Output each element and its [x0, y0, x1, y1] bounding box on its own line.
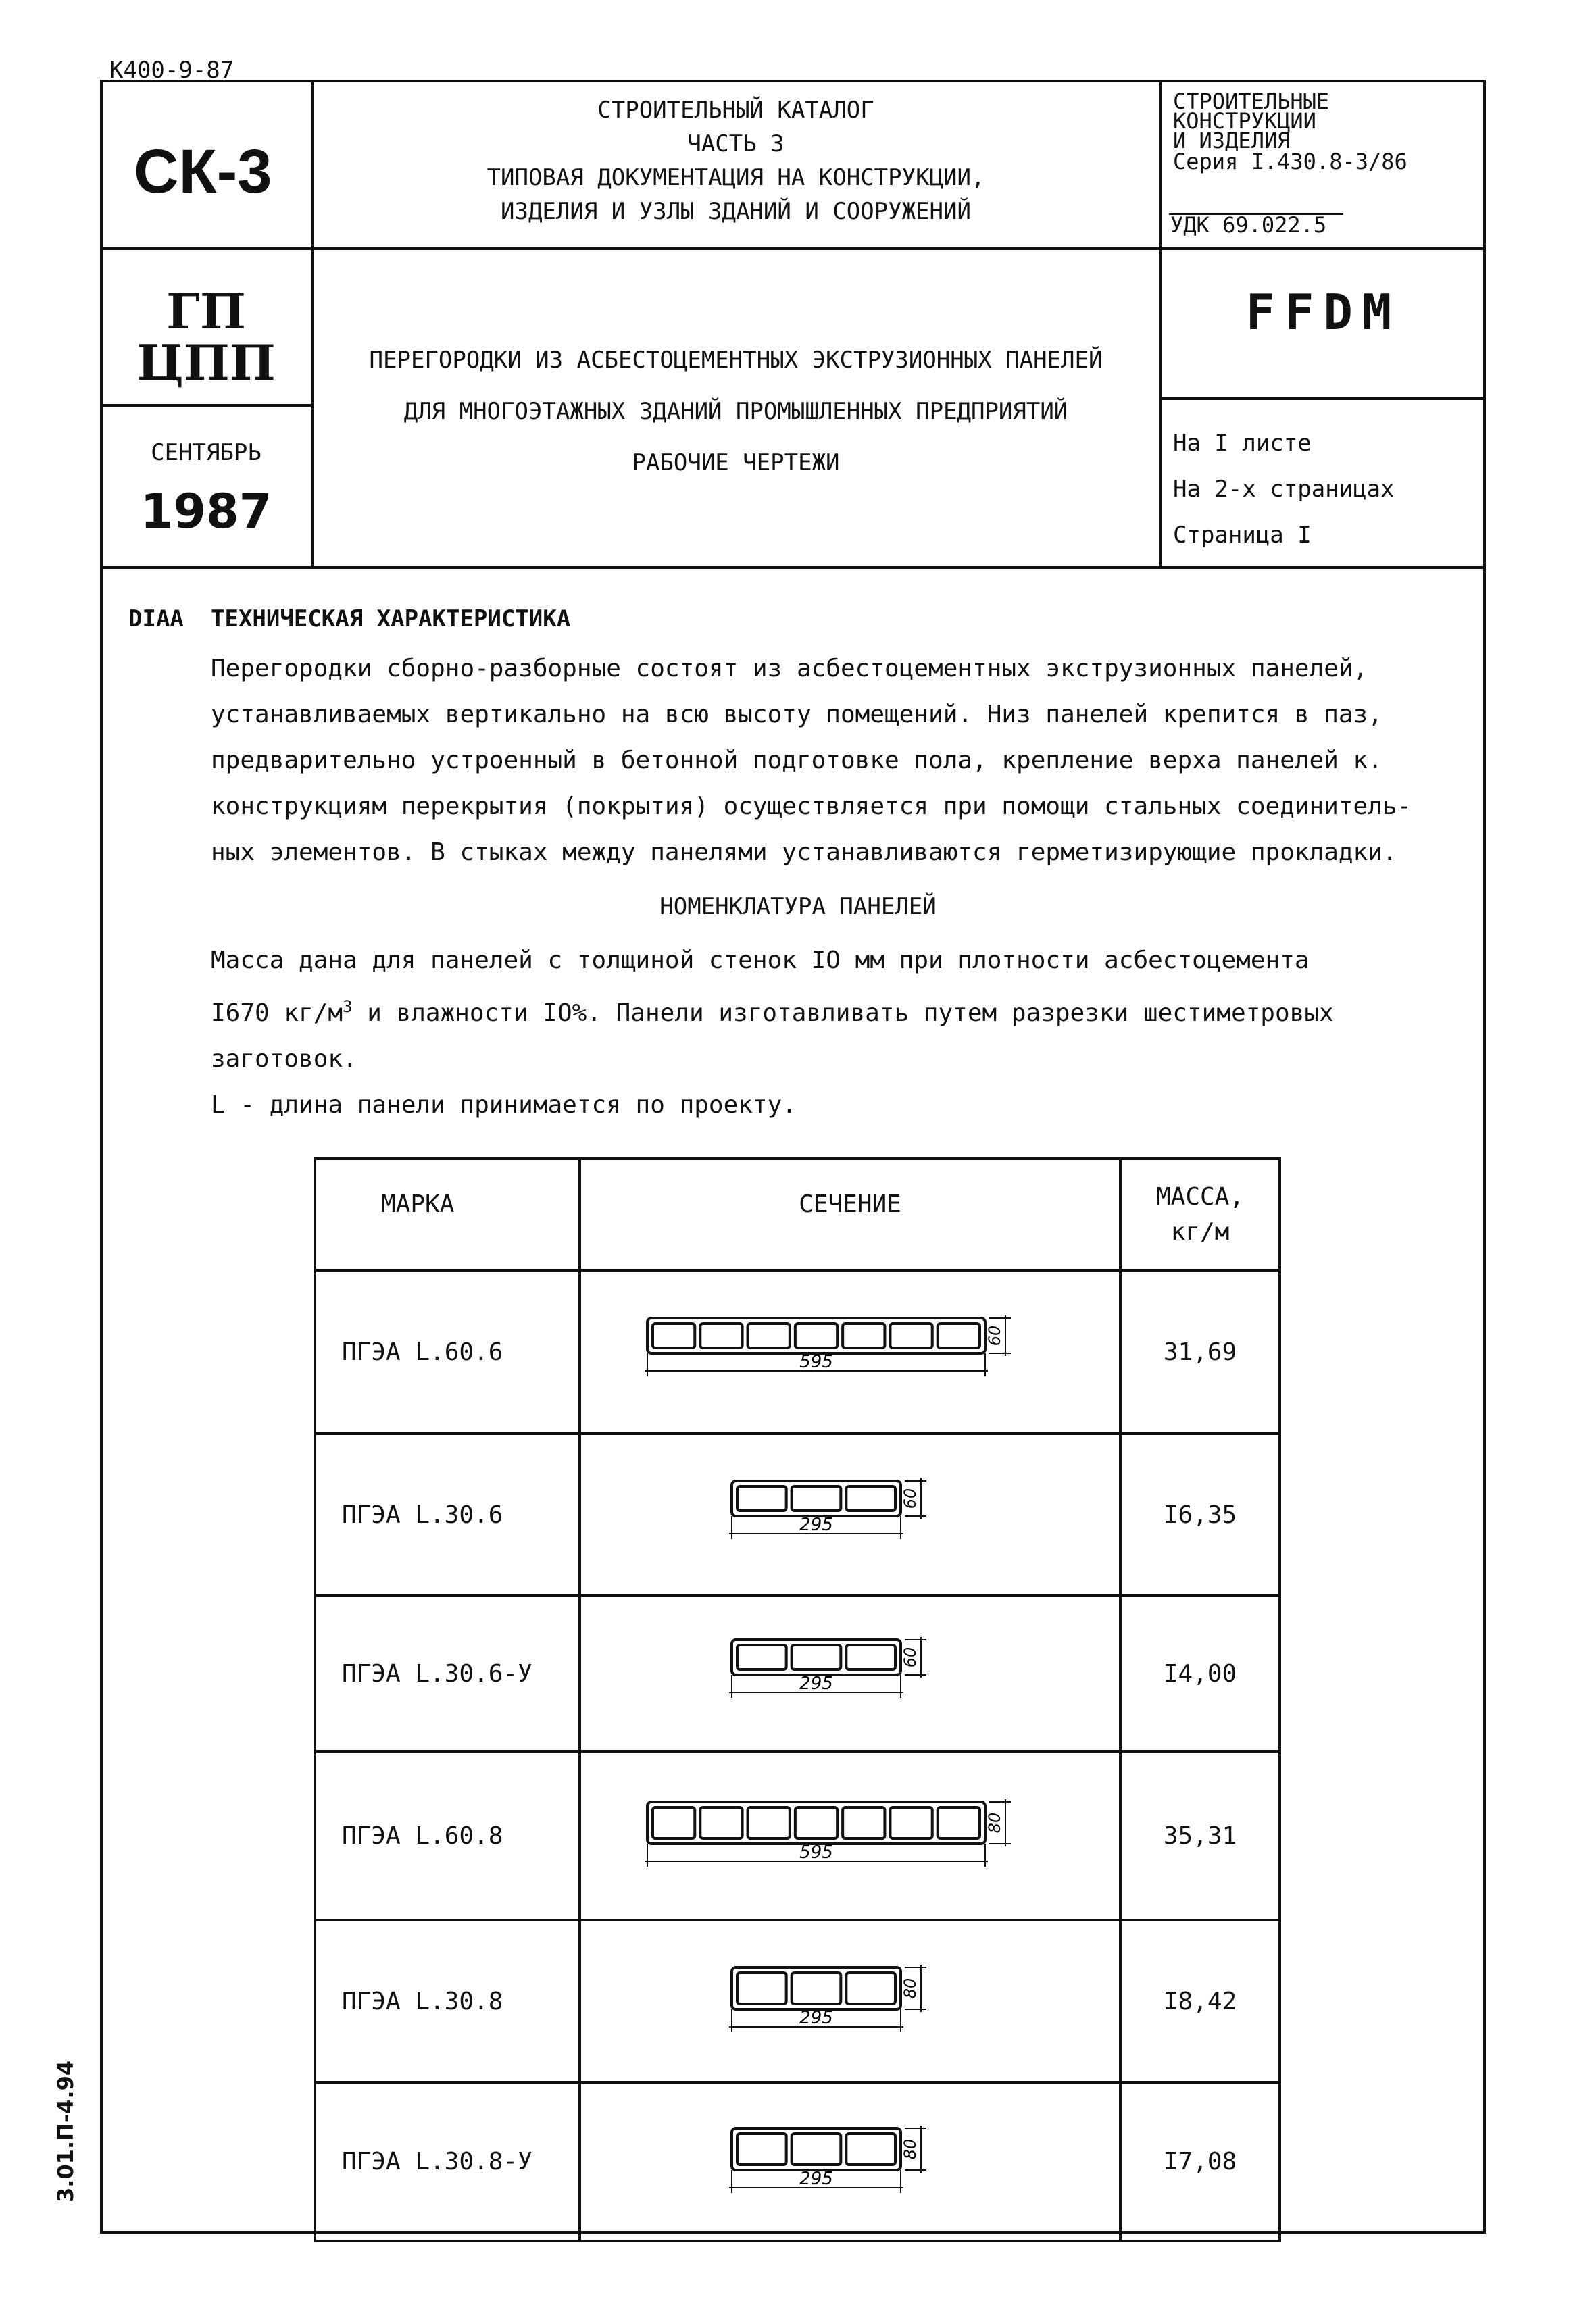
text-line: предварительно устроенный в бетонной подготовке пола, крепление верха панелей к.	[211, 747, 1382, 774]
width-label: 295	[799, 2168, 833, 2189]
panel-cavity	[795, 1807, 837, 1838]
catalog-line: ЧАСТЬ 3	[687, 130, 784, 157]
series-line: КОНСТРУКЦИИ	[1173, 108, 1316, 134]
series-number: Серия I.430.8-3/86	[1173, 149, 1407, 174]
panel-cavity	[700, 1807, 742, 1838]
panel-section-svg	[634, 1298, 1066, 1406]
text-line: ных элементов. В стыках между панелями устанавливаются герметизирующие прокладки.	[211, 838, 1397, 866]
row-mass: I8,42	[1120, 1920, 1280, 2082]
row-mass: I6,35	[1120, 1434, 1280, 1596]
title-line: ДЛЯ МНОГОЭТАЖНЫХ ЗДАНИЙ ПРОМЫШЛЕННЫХ ПРЕДПРИЯТИЙ	[403, 398, 1068, 425]
page-count: На 2-х страницах	[1173, 476, 1395, 503]
text-line	[211, 984, 1334, 1036]
panel-cavity	[748, 1807, 790, 1838]
table-row	[315, 1920, 1280, 2082]
table-row	[315, 1270, 1280, 1434]
panel-section-svg	[634, 1782, 1066, 1890]
width-label: 595	[799, 1842, 833, 1863]
row-mass: I7,08	[1120, 2082, 1280, 2241]
panel-cavity	[737, 1645, 787, 1669]
row-mark: ПГЭА L.60.6	[315, 1270, 580, 1434]
table-row	[315, 1434, 1280, 1596]
width-label: 295	[799, 2008, 833, 2028]
udk-code: УДК 69.022.5	[1170, 212, 1327, 238]
stamp-divider	[100, 247, 1486, 250]
org-name: ЦПП	[136, 334, 276, 391]
header-cell	[580, 1159, 1120, 1270]
panel-cavity	[737, 1486, 787, 1511]
height-label: 80	[901, 1978, 920, 1999]
panel-cavity	[700, 1324, 742, 1348]
org-name: ГП	[166, 282, 246, 340]
panel-cavity	[737, 1973, 787, 2004]
row-section-drawing	[580, 1270, 1120, 1434]
panel-section-svg	[718, 1947, 982, 2055]
document-title	[312, 330, 1159, 493]
panel-cavity	[737, 2134, 787, 2165]
stamp-divider	[100, 404, 312, 407]
header-mark: МАРКА	[381, 1190, 455, 1218]
panel-cavity	[890, 1807, 932, 1838]
row-mark: ПГЭА L.30.6	[315, 1434, 580, 1596]
superscript: 3	[343, 997, 353, 1016]
panel-cavity	[846, 1645, 895, 1669]
text-line: заготовок.	[211, 1045, 357, 1073]
sheet-count: На I листе	[1173, 430, 1312, 457]
header-cell	[315, 1159, 580, 1270]
document-code: К400-9-87	[109, 57, 234, 84]
row-mark: ПГЭА L.30.8-У	[315, 2082, 580, 2241]
height-label: 60	[901, 1646, 920, 1668]
panel-cavity	[846, 2134, 895, 2165]
catalog-title	[312, 93, 1159, 228]
catalog-line: СТРОИТЕЛЬНЫЙ КАТАЛОГ	[597, 97, 874, 124]
height-label: 80	[901, 2138, 920, 2159]
text-line-rest: и влажности IO%. Панели изготавливать путем разрезки шестиметровых	[352, 999, 1334, 1027]
registry-code: FFDM	[1245, 284, 1401, 341]
table-row	[315, 2082, 1280, 2241]
panel-cavity	[890, 1324, 932, 1348]
stamp-bottom-border	[100, 566, 1486, 569]
series-line: СТРОИТЕЛЬНЫЕ	[1173, 89, 1330, 114]
height-label: 80	[985, 1812, 1004, 1834]
month: СЕНТЯБРЬ	[151, 439, 261, 466]
row-section-drawing	[580, 1596, 1120, 1751]
section-prefix: DIAA	[128, 605, 184, 632]
panel-cavity	[653, 1324, 695, 1348]
row-section-drawing	[580, 1751, 1120, 1920]
panel-cavity	[795, 1324, 837, 1348]
width-label: 295	[799, 1674, 833, 1694]
header-mass-unit: кг/м	[1170, 1217, 1230, 1246]
row-section-drawing	[580, 1434, 1120, 1596]
text-line: Масса дана для панелей с толщиной стенок IO мм при плотности асбестоцемента	[211, 947, 1310, 974]
catalog-code: СК-3	[134, 137, 272, 206]
mass-note	[211, 938, 1334, 1128]
sheet-side-code: 3.01.П-4.94	[53, 2060, 78, 2203]
row-section-drawing	[580, 2082, 1120, 2241]
panel-cavity	[792, 1486, 841, 1511]
panel-section-svg	[718, 1461, 982, 1569]
panel-cavity	[846, 1973, 895, 2004]
panel-cavity	[653, 1807, 695, 1838]
panel-cavity	[846, 1486, 895, 1511]
table-row	[315, 1596, 1280, 1751]
row-mass: 35,31	[1120, 1751, 1280, 1920]
panel-cavity	[938, 1324, 980, 1348]
panel-nomenclature-table	[314, 1157, 1281, 2242]
series-line: И ИЗДЕЛИЯ	[1173, 128, 1291, 153]
row-mark: ПГЭА L.30.6-У	[315, 1596, 580, 1751]
table-header-row	[315, 1159, 1280, 1270]
catalog-line: ТИПОВАЯ ДОКУМЕНТАЦИЯ НА КОНСТРУКЦИИ,	[487, 164, 985, 191]
height-label: 60	[901, 1488, 920, 1509]
text-line: устанавливаемых вертикально на всю высоту помещений. Низ панелей крепится в паз,	[211, 701, 1382, 728]
stamp-divider	[1159, 397, 1486, 400]
height-label: 60	[985, 1325, 1004, 1347]
table-row	[315, 1751, 1280, 1920]
panel-cavity	[843, 1324, 884, 1348]
title-line: ПЕРЕГОРОДКИ ИЗ АСБЕСТОЦЕМЕНТНЫХ ЭКСТРУЗИОННЫХ ПАНЕЛЕЙ	[369, 347, 1103, 374]
header-section: СЕЧЕНИЕ	[799, 1190, 901, 1218]
header-cell	[1120, 1159, 1280, 1270]
nomenclature-heading: НОМЕНКЛАТУРА ПАНЕЛЕЙ	[659, 893, 937, 920]
row-mass: 31,69	[1120, 1270, 1280, 1434]
density-value: I670 кг/м	[211, 999, 343, 1027]
width-label: 295	[799, 1515, 833, 1535]
panel-cavity	[843, 1807, 884, 1838]
sheet-info	[1173, 420, 1395, 558]
panel-cavity	[792, 1973, 841, 2004]
title-line: РАБОЧИЕ ЧЕРТЕЖИ	[632, 449, 840, 476]
section-heading: ТЕХНИЧЕСКАЯ ХАРАКТЕРИСТИКА	[211, 605, 571, 632]
panel-cavity	[792, 1645, 841, 1669]
series-block	[1173, 89, 1407, 174]
panel-section-svg	[718, 2108, 982, 2216]
text-line: конструкциям перекрытия (покрытия) осуществляется при помощи стальных соединитель-	[211, 793, 1412, 820]
width-label: 595	[799, 1352, 833, 1372]
year: 1987	[140, 484, 272, 539]
text-line: Перегородки сборно-разборные состоят из асбестоцементных экструзионных панелей,	[211, 655, 1368, 682]
panel-section-svg	[718, 1619, 982, 1728]
description-paragraph	[211, 646, 1412, 876]
length-note: L - длина панели принимается по проекту.	[211, 1091, 797, 1119]
row-section-drawing	[580, 1920, 1120, 2082]
row-mark: ПГЭА L.60.8	[315, 1751, 580, 1920]
panel-cavity	[748, 1324, 790, 1348]
catalog-line: ИЗДЕЛИЯ И УЗЛЫ ЗДАНИЙ И СООРУЖЕНИЙ	[501, 198, 971, 225]
panel-cavity	[938, 1807, 980, 1838]
row-mark: ПГЭА L.30.8	[315, 1920, 580, 2082]
row-mass: I4,00	[1120, 1596, 1280, 1751]
page-number: Страница I	[1173, 522, 1312, 549]
header-mass: МАССА,	[1155, 1182, 1245, 1211]
panel-cavity	[792, 2134, 841, 2165]
